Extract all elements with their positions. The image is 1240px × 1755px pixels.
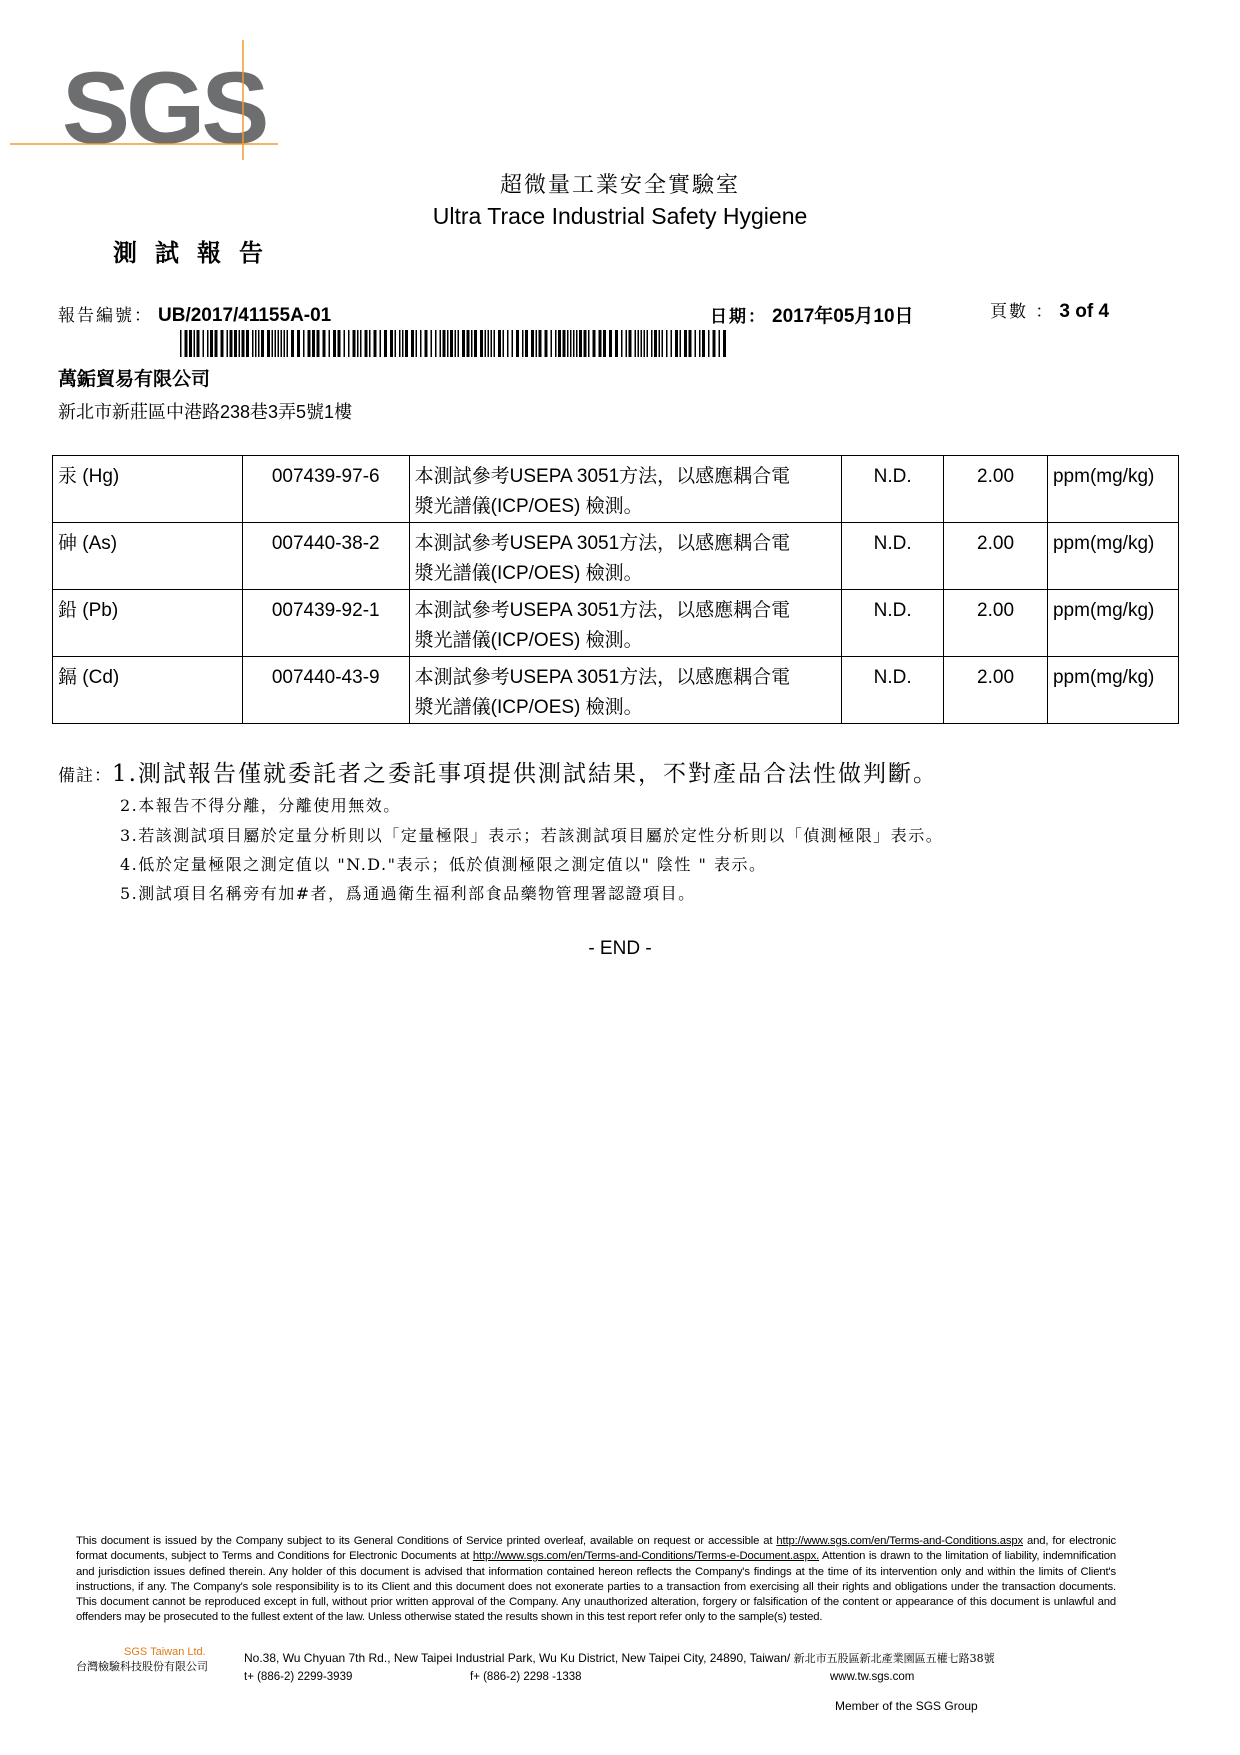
unit-value: ppm(mg/kg) [1047,657,1178,724]
e-document-terms-link[interactable]: http://www.sgs.com/en/Terms-and-Conditions/Terms-e-Document.aspx. [472,1550,820,1563]
table-row [53,523,1179,590]
barcode-bar [563,330,566,357]
barcode-bar [584,330,587,357]
barcode-bar [516,330,519,357]
method-line-2: 漿光譜儀(ICP/OES) 檢測。 [414,563,643,584]
barcode-bar [573,330,575,357]
barcode-bar [411,330,414,357]
barcode-bar [399,330,401,357]
barcode-bar [333,330,336,357]
barcode-bar [593,330,596,357]
barcode-bar [599,330,602,357]
footer-address-cn: 新北市五股區新北產業園區五權七路38號 [793,1652,995,1665]
cas-number: 007439-92-1 [242,590,409,657]
footer-tel: t+ (886-2) 2299-3939 [244,1671,353,1683]
barcode-bar [671,330,673,357]
unit-value: ppm(mg/kg) [1047,523,1178,590]
footer-sgs-taiwan: SGS Taiwan Ltd. [124,1646,206,1658]
method-line-2: 漿光譜儀(ICP/OES) 檢測。 [414,496,643,517]
barcode-bar [531,330,534,357]
client-company: 萬銗貿易有限公司 [58,369,211,390]
barcode-bar [384,330,387,357]
barcode-bar [210,330,213,357]
note-1: 1.測試報告僅就委託者之委託事項提供測試結果，不對產品合法性做判斷。 [112,761,938,787]
barcode-bar [488,330,490,357]
barcode-bar [567,330,569,357]
barcode-bar [659,330,661,357]
report-date-label: 日期： [710,307,767,327]
barcode-bar [267,330,270,357]
method-line-1: 本測試參考USEPA 3051方法，以感應耦合電 [414,600,791,621]
barcode-bar [485,330,487,357]
barcode-bar [230,330,233,357]
method-line-2: 漿光譜儀(ICP/OES) 檢測。 [414,630,643,651]
barcode-bar [647,330,649,357]
notes-section [58,755,938,788]
footer-web[interactable]: www.tw.sgs.com [830,1671,915,1683]
barcode-bar [194,330,196,357]
barcode-bar [234,330,237,357]
barcode-bar [615,330,618,357]
barcode-bar [344,330,346,357]
barcode-bar [684,330,687,357]
disclaimer-text-1: This document is issued by the Company subject to its General Conditions of Service printed overleaf, available on request or accessible at [76,1535,777,1547]
report-title: 測試報告 [113,238,281,267]
barcode-bar [323,330,326,357]
barcode-bar [242,330,245,357]
table-row [53,456,1179,523]
barcode-bar [380,330,382,357]
table-row [53,590,1179,657]
barcode-bar [447,330,449,357]
barcode-bar [603,330,606,357]
barcode-bar [644,330,646,357]
lab-name-en: Ultra Trace Industrial Safety Hygiene [432,203,808,229]
barcode-bar [338,330,341,357]
barcode-bar [462,330,465,357]
barcode-bar [395,330,397,357]
barcode-bar [374,330,377,357]
barcode-bar [443,330,446,357]
cas-number: 007440-43-9 [242,657,409,724]
barcode-bar [221,330,224,357]
barcode-bar [545,330,548,357]
barcode-bar [626,330,628,357]
method-cell [409,523,842,590]
analyte-name: 砷 (As) [53,523,243,590]
disclaimer-text-3: Attention is drawn to the limitation of liability, indemnification and jurisdiction issues defined therein. Any holder of this document is advised that information contained hereon reflects the Company's findings at the time of its intervention only and within the limits of Client's instructions, if any. The Company's sole responsibility is to its Client and this document does not exonerate parties to a transaction from exercising all their rights and obligations under the transaction documents. This document cannot be reproduced except in full, without prior written approval of the Company. Any unauthorized alteration, forgery or falsification of the content or appearance of this document is unlawful and offenders may be prosecuted to the fullest extent of the law. Unless otherwise stated the results shown in this test report refer only to the sample(s) tested. [76,1550,1116,1624]
result-value: N.D. [842,657,944,724]
barcode-bar [435,330,437,357]
report-date [710,301,914,328]
barcode-bar [507,330,509,357]
barcode-bar [431,330,433,357]
barcode-bar [405,330,408,357]
barcode-bar [638,330,640,357]
barcode-bar [536,330,538,357]
method-cell [409,590,842,657]
method-line-1: 本測試參考USEPA 3051方法，以感應耦合電 [414,466,791,487]
barcode-bar [303,330,305,357]
method-cell [409,456,842,523]
barcode-bar [629,330,632,357]
result-value: N.D. [842,590,944,657]
cas-number: 007439-97-6 [242,456,409,523]
note-4: 4.低於定量極限之測定值以 "N.D."表示；低於偵測極限之測定值以" 陰性 " 表示。 [120,855,767,874]
barcode-bar [272,330,274,357]
barcode-bar [662,330,664,357]
barcode-bar [609,330,612,357]
report-number-value: UB/2017/41155A-01 [158,305,332,326]
report-date-value: 2017年05月10日 [772,306,914,327]
barcode-bar [576,330,578,357]
mdl-value: 2.00 [944,590,1048,657]
table-row [53,657,1179,724]
barcode-bar [654,330,657,357]
barcode-graphic [180,330,730,357]
barcode-bar [689,330,692,357]
sgs-logo-graphic [10,40,280,160]
barcode-bar [353,330,356,357]
barcode-bar [719,330,721,357]
method-line-2: 漿光譜儀(ICP/OES) 檢測。 [414,697,643,718]
barcode-bar [425,330,428,357]
barcode-bar [227,330,229,357]
barcode-bar [570,330,572,357]
svg-text:SGS: SGS [62,51,266,160]
barcode-bar [215,330,218,357]
barcode-bar [281,330,283,357]
report-number-label: 報告編號： [58,306,153,326]
report-page [990,297,1109,323]
report-number [58,301,331,327]
barcode-bar [275,330,277,357]
method-cell [409,657,842,724]
barcode [180,330,730,357]
barcode-bar [695,330,697,357]
barcode-bar [203,330,205,357]
mdl-value: 2.00 [944,657,1048,724]
barcode-bar [365,330,368,357]
barcode-bar [255,330,257,357]
barcode-bar [239,330,241,357]
disclaimer-text-2: and, for electronic format documents, subject to Terms and Conditions for Electronic Documents at [76,1535,1116,1563]
cas-number: 007440-38-2 [242,523,409,590]
analyte-name: 汞 (Hg) [53,456,243,523]
barcode-bar [699,330,701,357]
footer-address-en: No.38, Wu Chyuan 7th Rd., New Taipei Industrial Park, Wu Ku District, New Taipei City, 24890, Taiwan/ [244,1651,791,1665]
barcode-bar [402,330,404,357]
barcode-bar [261,330,264,357]
barcode-bar [390,330,393,357]
barcode-bar [702,330,705,357]
barcode-bar [651,330,653,357]
disclaimer [76,1534,1116,1626]
barcode-bar [207,330,209,357]
sgs-logo [10,40,280,160]
barcode-bar [360,330,362,357]
barcode-bar [416,330,418,357]
barcode-bar [522,330,524,357]
barcode-bar [258,330,260,357]
barcode-bar [284,330,286,357]
barcode-bar [474,330,477,357]
barcode-bar [189,330,192,357]
barcode-bar [291,330,294,357]
barcode-bar [278,330,280,357]
barcode-bar [197,330,200,357]
barcode-bar [635,330,637,357]
barcode-bar [723,330,726,357]
footer-company-cn: 台灣檢驗科技股份有限公司 [76,1661,208,1673]
terms-link[interactable]: http://www.sgs.com/en/Terms-and-Conditions.aspx [776,1535,1023,1547]
unit-value: ppm(mg/kg) [1047,456,1178,523]
barcode-bar [471,330,473,357]
results-table [52,455,1179,724]
barcode-bar [675,330,678,357]
end-marker: - END - [588,938,652,959]
barcode-bar [317,330,320,357]
barcode-bar [185,330,188,357]
barcode-bar [369,330,371,357]
barcode-bar [287,330,289,357]
method-line-1: 本測試參考USEPA 3051方法，以感應耦合電 [414,533,791,554]
barcode-bar [555,330,557,357]
barcode-bar [641,330,643,357]
barcode-bar [525,330,528,357]
barcode-bar [491,330,493,357]
barcode-bar [512,330,514,357]
result-value: N.D. [842,456,944,523]
barcode-bar [713,330,716,357]
barcode-bar [558,330,561,357]
barcode-bar [498,330,501,357]
barcode-bar [440,330,442,357]
barcode-bar [480,330,483,357]
barcode-bar [312,330,315,357]
barcode-bar [180,330,182,357]
barcode-bar [450,330,453,357]
method-line-1: 本測試參考USEPA 3051方法，以感應耦合電 [414,667,791,688]
barcode-bar [455,330,457,357]
barcode-bar [308,330,311,357]
analyte-name: 鉛 (Pb) [53,590,243,657]
mdl-value: 2.00 [944,456,1048,523]
unit-value: ppm(mg/kg) [1047,590,1178,657]
barcode-bar [494,330,496,357]
barcode-bar [458,330,460,357]
report-page-value: 3 of 4 [1059,301,1110,322]
barcode-bar [588,330,590,357]
note-3: 3.若該測試項目屬於定量分析則以「定量極限」表示；若該測試項目屬於定性分析則以「偵測極限」表示。 [120,826,944,845]
note-5: 5.測試項目名稱旁有加#者，爲通過衛生福利部食品藥物管理署認證項目。 [120,884,696,903]
result-value: N.D. [842,523,944,590]
barcode-bar [297,330,300,357]
barcode-bar [329,330,331,357]
barcode-bar [551,330,553,357]
barcode-bar [708,330,710,357]
footer-address [244,1650,995,1666]
barcode-bar [666,330,668,357]
barcode-bar [539,330,542,357]
barcode-bar [579,330,582,357]
barcode-bar [420,330,422,357]
lab-name-cn: 超微量工業安全實驗室 [499,173,740,198]
note-2: 2.本報告不得分離，分離使用無效。 [120,796,401,815]
footer-fax: f+ (886-2) 2298 -1338 [470,1671,582,1683]
notes-label: 備註： [58,766,112,786]
analyte-name: 鎘 (Cd) [53,657,243,724]
barcode-bar [503,330,505,357]
footer-member: Member of the SGS Group [835,1699,978,1713]
barcode-bar [680,330,682,357]
barcode-bar [246,330,249,357]
barcode-bar [621,330,623,357]
client-address: 新北市新莊區中港路238巷3弄5號1樓 [58,402,353,422]
barcode-bar [357,330,359,357]
barcode-bar [252,330,254,357]
barcode-bar [348,330,350,357]
barcode-bar [467,330,470,357]
report-page-label: 頁數 ： [990,302,1055,322]
mdl-value: 2.00 [944,523,1048,590]
